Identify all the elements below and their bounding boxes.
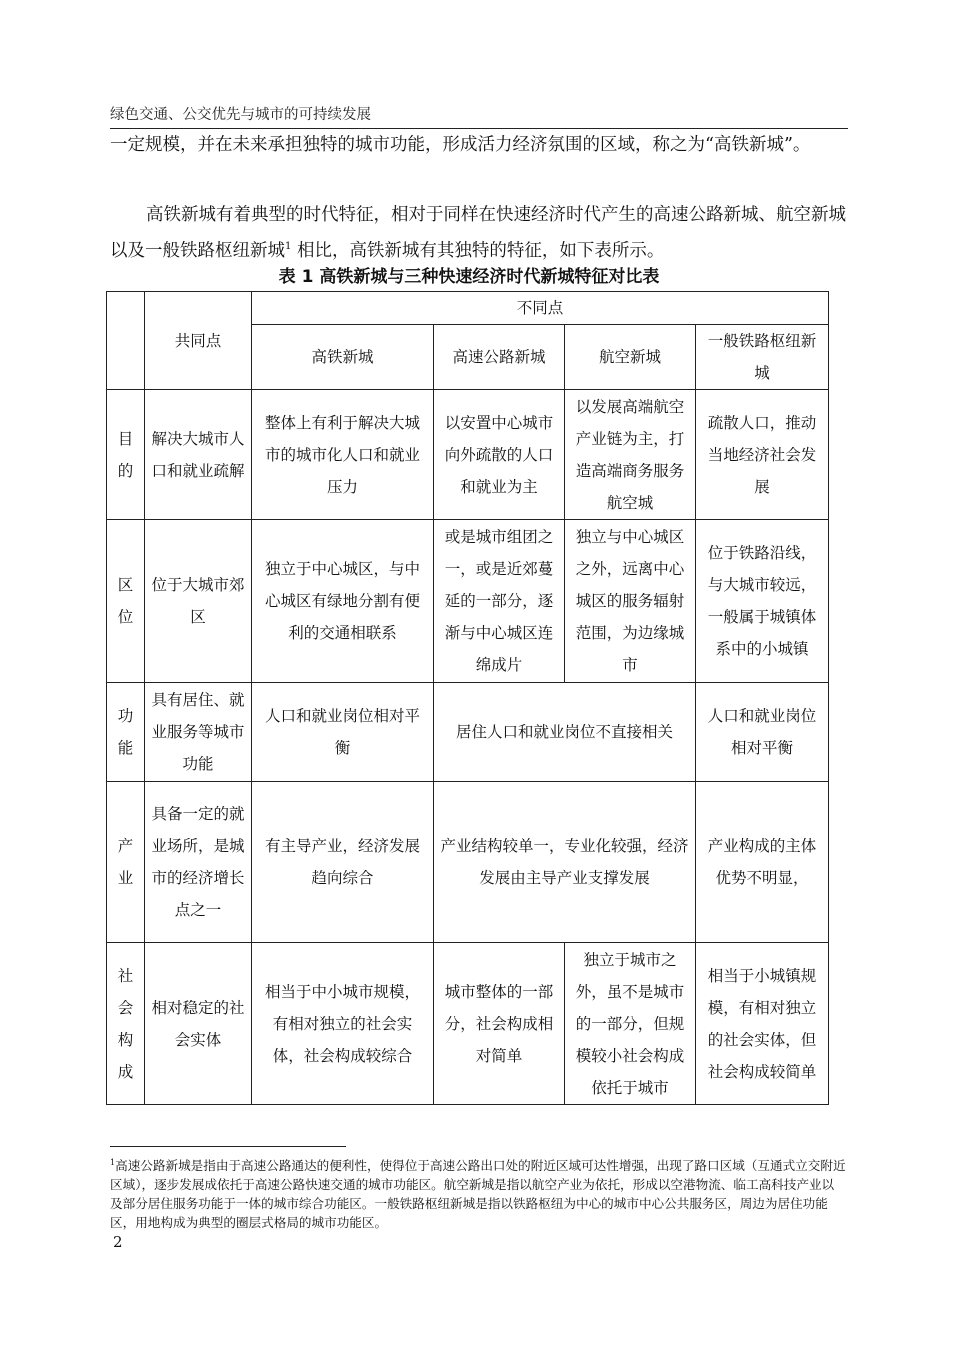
- cell-tielu: 产业构成的主体优势不明显，: [696, 782, 829, 943]
- cell-hangkong: 以发展高端航空产业链为主，打造高端商务服务航空城: [565, 390, 696, 520]
- row-label: 目的: [107, 390, 145, 520]
- table-row-function: [107, 683, 829, 782]
- cell-common: 位于大城市郊区: [145, 520, 252, 683]
- table-row-location: [107, 520, 829, 683]
- row-label: 区位: [107, 520, 145, 683]
- cell-tielu: 相当于小城镇规模，有相对独立的社会实体，但社会构成较简单: [696, 943, 829, 1105]
- cell-gaotie: 相当于中小城市规模，有相对独立的社会实体，社会构成较综合: [252, 943, 434, 1105]
- cell-merged: 产业结构较单一，专业化较强，经济发展由主导产业支撑发展: [434, 782, 696, 943]
- header-gaosu: 高速公路新城: [434, 325, 565, 390]
- paragraph-2-text-end: 相比，高铁新城有其独特的特征，如下表所示。: [291, 241, 665, 261]
- header-common: 共同点: [145, 292, 252, 390]
- row-label: 功能: [107, 683, 145, 782]
- table-title: 表 1 高铁新城与三种快速经济时代新城特征对比表: [278, 267, 660, 287]
- page-number: 2: [113, 1233, 123, 1251]
- cell-tielu: 位于铁路沿线，与大城市较远，一般属于城镇体系中的小城镇: [696, 520, 829, 683]
- row-label: 产业: [107, 782, 145, 943]
- table-row-industry: [107, 782, 829, 943]
- running-header: 绿色交通、公交优先与城市的可持续发展: [110, 107, 371, 123]
- cell-common: 具备一定的就业场所，是城市的经济增长点之一: [145, 782, 252, 943]
- cell-gaotie: 有主导产业，经济发展趋向综合: [252, 782, 434, 943]
- cell-hangkong: 独立于城市之外，虽不是城市的一部分，但规模较小社会构成依托于城市: [565, 943, 696, 1105]
- header-gaotie: 高铁新城: [252, 325, 434, 390]
- paragraph-2-text: 高铁新城有着典型的时代特征，相对于同样在快速经济时代产生的高速公路新城、航空新城以及一般铁路枢纽新城: [110, 205, 846, 261]
- footnote-rule: [110, 1146, 346, 1147]
- cell-gaotie: 独立于中心城区，与中心城区有绿地分割有便利的交通相联系: [252, 520, 434, 683]
- header-different: 不同点: [252, 292, 829, 325]
- table-row-society: [107, 943, 829, 1105]
- table-header-row: [107, 292, 829, 325]
- cell-common: 相对稳定的社会实体: [145, 943, 252, 1105]
- cell-gaotie: 整体上有利于解决大城市的城市化人口和就业压力: [252, 390, 434, 520]
- paragraph-1: 一定规模，并在未来承担独特的城市功能，形成活力经济氛围的区域，称之为“高铁新城”。: [110, 135, 811, 155]
- comparison-table: [106, 291, 829, 1105]
- cell-hangkong: 独立与中心城区之外，远离中心城区的服务辐射范围，为边缘城市: [565, 520, 696, 683]
- table-row-purpose: [107, 390, 829, 520]
- header-rule: [110, 128, 848, 129]
- cell-common: 解决大城市人口和就业疏解: [145, 390, 252, 520]
- row-label: 社会构成: [107, 943, 145, 1105]
- cell-gaosu: 或是城市组团之一，或是近郊蔓延的一部分，逐渐与中心城区连绵成片: [434, 520, 565, 683]
- cell-merged: 居住人口和就业岗位不直接相关: [434, 683, 696, 782]
- cell-gaosu: 以安置中心城市向外疏散的人口和就业为主: [434, 390, 565, 520]
- footnote-mark: 1: [110, 1158, 116, 1167]
- footnote-ref[interactable]: 1: [285, 241, 292, 252]
- cell-common: 具有居住、就业服务等城市功能: [145, 683, 252, 782]
- header-hangkong: 航空新城: [565, 325, 696, 390]
- cell-tielu: 人口和就业岗位相对平衡: [696, 683, 829, 782]
- cell-gaosu: 城市整体的一部分，社会构成相对简单: [434, 943, 565, 1105]
- cell-tielu: 疏散人口，推动当地经济社会发展: [696, 390, 829, 520]
- footnote-text: 高速公路新城是指由于高速公路通达的便利性，使得位于高速公路出口处的附近区域可达性增强，出现了路口区域（互通式立交附近区域），逐步发展成依托于高速公路快速交通的城市功能区。航空新城是指以航空产业为依托，形成以空港物流、临工高科技产业以及部分居住服务功能于一体的城市综合功能区。一般铁路枢纽新城是指以铁路枢纽为中心的城市中心公共服务区，周边为居住功能区，用地构成为典型的圈层式格局的城市功能区。: [110, 1158, 846, 1230]
- header-tielu: 一般铁路枢纽新城: [696, 325, 829, 390]
- cell-gaotie: 人口和就业岗位相对平衡: [252, 683, 434, 782]
- footnote: [110, 1153, 846, 1232]
- header-corner-cell: [107, 292, 145, 390]
- paragraph-2: [110, 200, 848, 267]
